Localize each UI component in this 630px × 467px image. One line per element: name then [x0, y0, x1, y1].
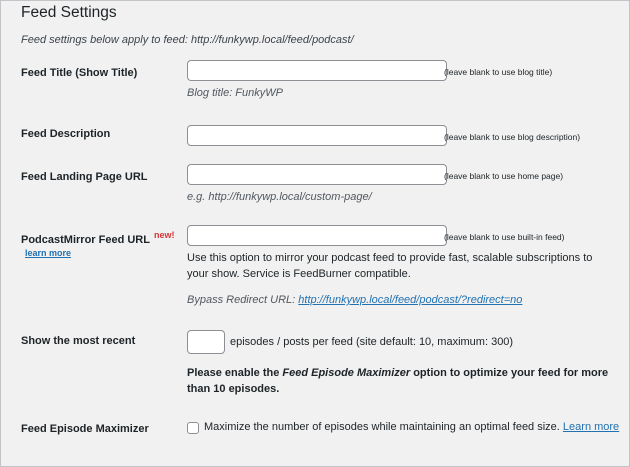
mirror-url-label-text: PodcastMirror Feed URL [21, 234, 150, 246]
mirror-url-hint: (leave blank to use built-in feed) [444, 232, 565, 242]
feed-title-hint: (leave blank to use blog title) [444, 67, 553, 77]
mirror-url-input[interactable] [187, 225, 447, 246]
feed-description-input[interactable] [187, 125, 447, 146]
feed-title-label: Feed Title (Show Title) [21, 67, 138, 79]
feed-title-input[interactable] [187, 60, 447, 81]
notice-emphasis: Feed Episode Maximizer [282, 367, 411, 379]
feed-description-hint: (leave blank to use blog description) [444, 132, 581, 142]
bypass-redirect-link[interactable]: http://funkywp.local/feed/podcast/?redirect=no [298, 294, 523, 306]
landing-url-input[interactable] [187, 164, 447, 185]
maximizer-label: Feed Episode Maximizer [21, 423, 149, 435]
landing-url-label: Feed Landing Page URL [21, 171, 148, 183]
landing-url-hint: (leave blank to use home page) [444, 171, 564, 181]
feed-description-label: Feed Description [21, 128, 111, 140]
section-title: Feed Settings [21, 4, 117, 21]
mirror-description: Use this option to mirror your podcast feed to provide fast, scalable subscriptions to your show. Service is FeedBurner compatible. [187, 252, 593, 280]
notice-after: option to optimize your feed for more than 10 episodes. [187, 367, 609, 395]
maximizer-notice [187, 365, 612, 397]
most-recent-label: Show the most recent [21, 335, 136, 347]
mirror-url-label [21, 230, 175, 246]
maximizer-checkbox-text: Maximize the number of episodes while maintaining an optimal feed size. [204, 421, 560, 433]
maximizer-checkbox[interactable] [187, 422, 199, 434]
landing-url-example: e.g. http://funkywp.local/custom-page/ [187, 191, 372, 203]
episode-count-suffix: episodes / posts per feed (site default: 10, maximum: 300) [230, 336, 514, 348]
blog-title-note: Blog title: FunkyWP [187, 87, 283, 99]
mirror-learn-more-link[interactable]: learn more [25, 248, 72, 258]
maximizer-learn-more-link[interactable]: Learn more [562, 421, 620, 433]
episode-count-input[interactable] [187, 330, 225, 354]
notice-before: Please enable the [187, 367, 283, 379]
maximizer-checkbox-label [204, 421, 619, 433]
bypass-label: Bypass Redirect URL: [187, 294, 296, 306]
new-badge: new! [153, 230, 175, 240]
section-intro: Feed settings below apply to feed: http://funkywp.local/feed/podcast/ [21, 34, 354, 46]
bypass-redirect [187, 294, 522, 306]
